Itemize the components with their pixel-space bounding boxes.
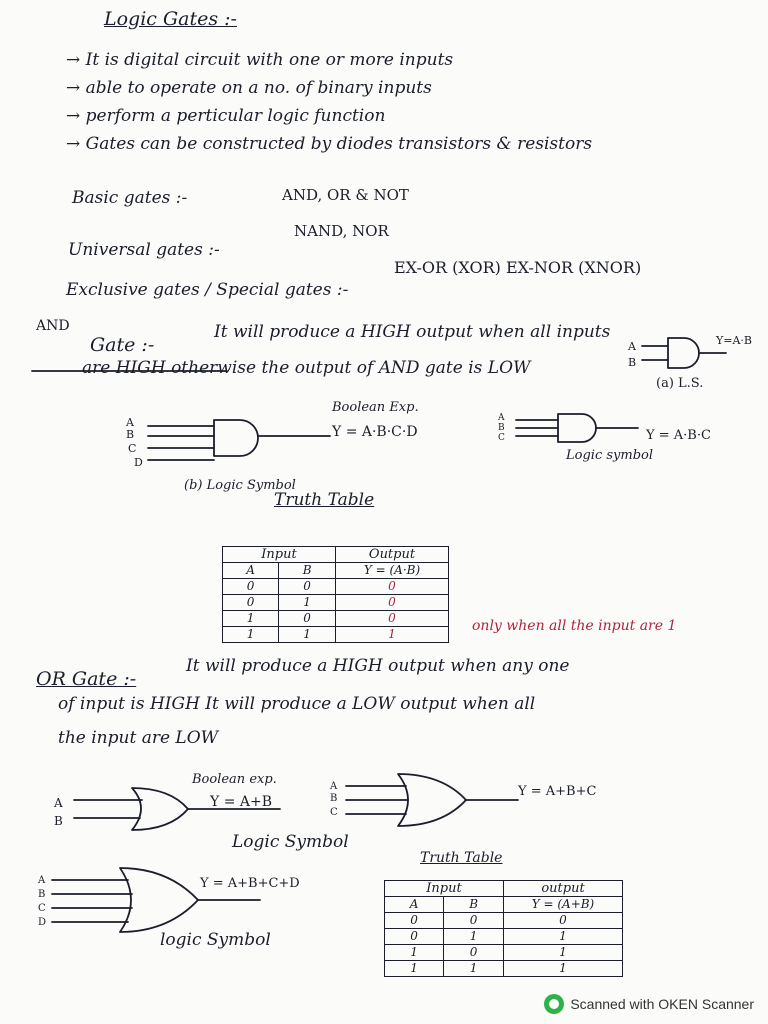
scanner-watermark — [544, 994, 754, 1014]
or-gate2-output: Y = A+B+C — [518, 784, 597, 799]
or-logic-symbol-caption: Logic Symbol — [232, 832, 349, 852]
table-row — [223, 579, 449, 595]
or-gate-3input-symbol — [342, 770, 532, 830]
cell-a: 0 — [223, 595, 279, 611]
output-header: Output — [336, 547, 449, 563]
cell-b: 1 — [279, 627, 336, 643]
or-truth-table — [384, 880, 623, 977]
and-text-line2: are HIGH otherwise the output of AND gate is LOW — [82, 358, 531, 378]
cell-b: 0 — [279, 611, 336, 627]
or-truth-title: Truth Table — [420, 850, 503, 866]
and-gate3-input-a: A — [498, 413, 505, 423]
cell-a: 1 — [223, 627, 279, 643]
or-gate-4input-symbol — [48, 864, 308, 934]
universal-gates-value: NAND, NOR — [294, 222, 389, 240]
or-gate2-input-a: A — [330, 781, 338, 792]
cell-y: 0 — [336, 611, 449, 627]
and-gate3-caption: Logic symbol — [566, 448, 654, 463]
col-b: B — [444, 897, 504, 913]
basic-gates-label: Basic gates :- — [72, 188, 188, 208]
cell-y: 1 — [504, 961, 623, 977]
table-row — [223, 611, 449, 627]
and-gate1-input-a: A — [628, 340, 636, 353]
cell-a: 1 — [385, 961, 444, 977]
or-text-line1: It will produce a HIGH output when any one — [186, 656, 570, 676]
and-heading-top: AND — [36, 318, 70, 334]
and-gate-4input-symbol — [140, 414, 340, 474]
output-header: output — [504, 881, 623, 897]
and-gate2-output: Y = A·B·C·D — [332, 424, 418, 440]
bullet-4: → Gates can be constructed by diodes transistors & resistors — [66, 134, 593, 154]
and-text-line1: It will produce a HIGH output when all inputs — [214, 322, 611, 342]
cell-b: 0 — [444, 945, 504, 961]
or-gate3-output: Y = A+B+C+D — [200, 876, 300, 891]
and-truth-title: Truth Table — [274, 490, 375, 510]
universal-gates-label: Universal gates :- — [68, 240, 220, 260]
cell-y: 0 — [504, 913, 623, 929]
table-row — [385, 929, 623, 945]
or-text-line3: the input are LOW — [58, 728, 219, 748]
and-gate-3input-symbol — [506, 410, 656, 444]
exclusive-gates-label: Exclusive gates / Special gates :- — [66, 280, 349, 300]
table-header-row — [223, 547, 449, 563]
scanner-logo-icon — [544, 994, 564, 1014]
cell-a: 1 — [223, 611, 279, 627]
or-gate3-caption: logic Symbol — [160, 930, 271, 950]
and-gate1-input-b: B — [628, 356, 637, 369]
or-gate2-input-c: C — [330, 807, 338, 818]
or-heading: OR Gate :- — [36, 668, 137, 690]
or-text-line2: of input is HIGH It will produce a LOW output when all — [58, 694, 536, 714]
table-row — [223, 595, 449, 611]
and-gate1-caption: (a) L.S. — [656, 376, 704, 391]
col-a: A — [223, 563, 279, 579]
or-gate1-output: Y = A+B — [210, 794, 273, 810]
table-subheader-row — [223, 563, 449, 579]
and-gate1-output: Y=A·B — [716, 334, 753, 347]
cell-y: 0 — [336, 595, 449, 611]
table-row — [385, 913, 623, 929]
or-gate3-input-b: B — [38, 889, 46, 900]
table-subheader-row — [385, 897, 623, 913]
cell-b: 1 — [279, 595, 336, 611]
cell-y: 1 — [336, 627, 449, 643]
scanner-watermark-text: Scanned with OKEN Scanner — [570, 996, 754, 1012]
and-gate2-expr-label: Boolean Exp. — [332, 400, 419, 415]
and-heading: Gate :- — [90, 334, 155, 356]
cell-b: 0 — [444, 913, 504, 929]
or-gate1-input-b: B — [54, 814, 63, 828]
cell-b: 0 — [279, 579, 336, 595]
col-a: A — [385, 897, 444, 913]
and-gate2-input-c: C — [128, 442, 137, 455]
cell-b: 1 — [444, 929, 504, 945]
col-y: Y = (A+B) — [504, 897, 623, 913]
bullet-1: → It is digital circuit with one or more inputs — [66, 50, 454, 70]
cell-a: 0 — [385, 913, 444, 929]
cell-y: 1 — [504, 929, 623, 945]
table-row — [385, 945, 623, 961]
and-truth-table — [222, 546, 449, 643]
and-gate3-input-b: B — [498, 423, 505, 433]
page-title: Logic Gates :- — [104, 8, 237, 30]
or-gate3-input-a: A — [38, 875, 46, 886]
cell-a: 0 — [223, 579, 279, 595]
exclusive-gates-value: EX-OR (XOR) EX-NOR (XNOR) — [394, 258, 642, 277]
input-header: Input — [223, 547, 336, 563]
and-note: only when all the input are 1 — [472, 618, 677, 634]
or-gate3-input-c: C — [38, 903, 46, 914]
cell-a: 0 — [385, 929, 444, 945]
and-gate2-caption: (b) Logic Symbol — [184, 478, 296, 493]
cell-y: 0 — [336, 579, 449, 595]
col-b: B — [279, 563, 336, 579]
input-header: Input — [385, 881, 504, 897]
or-gate1-input-a: A — [54, 796, 63, 810]
or-gate3-input-d: D — [38, 917, 47, 928]
bullet-2: → able to operate on a no. of binary inputs — [66, 78, 432, 98]
cell-a: 1 — [385, 945, 444, 961]
cell-b: 1 — [444, 961, 504, 977]
and-gate2-input-a: A — [126, 416, 134, 429]
and-gate2-input-b: B — [126, 428, 135, 441]
and-gate2-input-d: D — [134, 456, 143, 469]
basic-gates-value: AND, OR & NOT — [282, 186, 409, 204]
or-gate1-expr-label: Boolean exp. — [192, 772, 277, 787]
and-gate3-input-c: C — [498, 433, 505, 443]
cell-y: 1 — [504, 945, 623, 961]
table-header-row — [385, 881, 623, 897]
table-row — [223, 627, 449, 643]
col-y: Y = (A·B) — [336, 563, 449, 579]
table-row — [385, 961, 623, 977]
and-gate3-output: Y = A·B·C — [646, 428, 711, 443]
or-gate2-input-b: B — [330, 793, 338, 804]
bullet-3: → perform a perticular logic function — [66, 106, 386, 126]
